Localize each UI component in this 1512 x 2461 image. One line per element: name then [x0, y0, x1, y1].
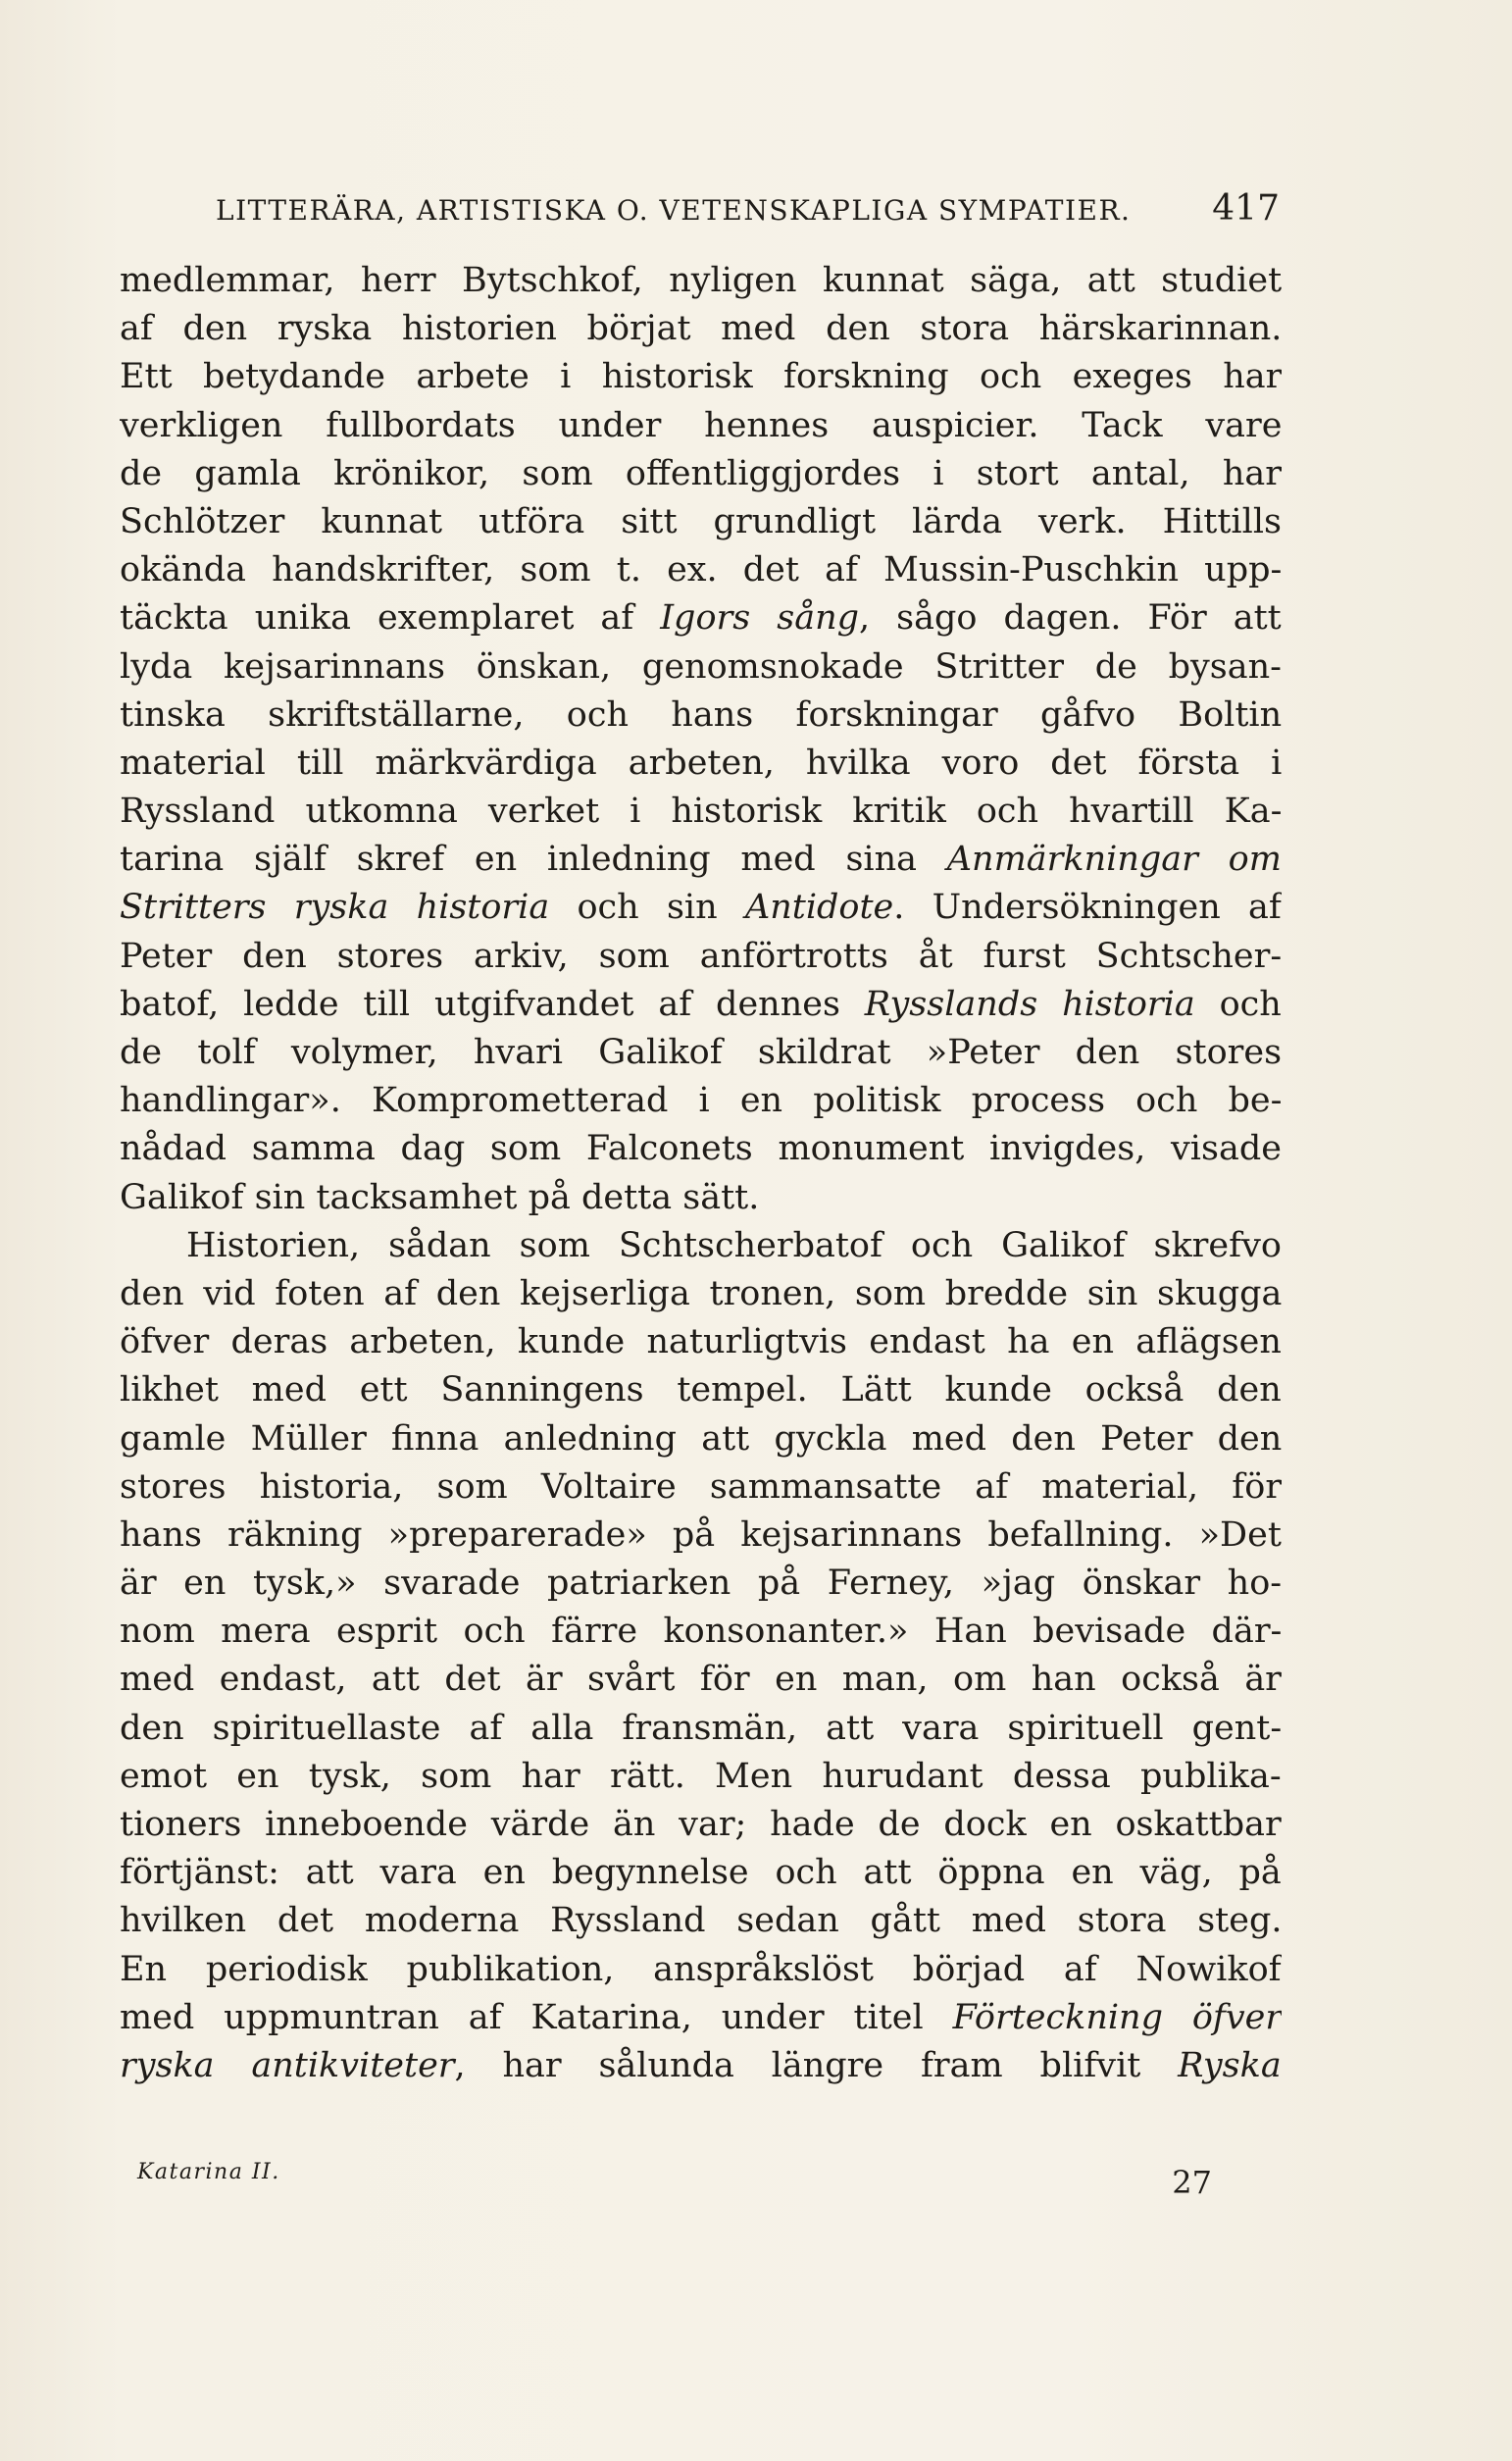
text-line: verkligen fullbordats under hennes auspicier. Tack vare: [120, 405, 1282, 445]
text-line: nådad samma dag som Falconets monument invigdes, visade: [120, 1129, 1282, 1169]
page-header: [216, 188, 1280, 239]
italic-title: Anmärkningar om: [946, 840, 1282, 880]
text-line: öfver deras arbeten, kunde naturligtvis endast ha en aflägsen: [120, 1322, 1282, 1362]
text-line: ryska antikviteter, har sålunda längre fram blifvit Ryska: [120, 2045, 1282, 2085]
text-line: den vid foten af den kejserliga tronen, som bredde sin skugga: [120, 1273, 1282, 1313]
text-line: täckta unika exemplaret af Igors sång, sågo dagen. För att: [120, 598, 1282, 639]
text-line: med uppmuntran af Katarina, under titel Förteckning öfver: [120, 1997, 1282, 2037]
text-line: Galikof sin tacksamhet på detta sätt.: [120, 1177, 760, 1217]
text-line: hvilken det moderna Ryssland sedan gått med stora steg.: [120, 1901, 1282, 1941]
text-line: Ett betydande arbete i historisk forskning och exeges har: [120, 357, 1282, 397]
text-line: stores historia, som Voltaire sammansatte af material, för: [120, 1466, 1282, 1507]
italic-title: Ryska: [1178, 2045, 1282, 2085]
text-line: batof, ledde till utgifvandet af dennes Rysslands historia och: [120, 984, 1282, 1024]
page-number: 417: [1212, 188, 1280, 229]
italic-title: Förteckning öfver: [952, 1997, 1282, 2037]
text-line: En periodisk publikation, anspråkslöst börjad af Nowikof: [120, 1949, 1282, 1989]
text-line: är en tysk,» svarade patriarken på Ferney, »jag önskar ho-: [120, 1564, 1282, 1604]
text-line: Ryssland utkomna verket i historisk kritik och hvartill Ka-: [120, 792, 1282, 832]
text-line: den spirituellaste af alla fransmän, att vara spirituell gent-: [120, 1708, 1282, 1748]
text-line: Historien, sådan som Schtscherbatof och Galikof skrefvo: [186, 1225, 1282, 1265]
text-line: tarina själf skref en inledning med sina Anmärkningar om: [120, 840, 1282, 880]
italic-title: Rysslands historia: [864, 984, 1195, 1024]
text-line: Stritters ryska historia och sin Antidote. Undersökningen af: [120, 888, 1282, 928]
italic-title: Stritters ryska historia: [120, 888, 550, 928]
sheet-number: 27: [1172, 2164, 1212, 2201]
italic-title: ryska antikviteter: [120, 2045, 455, 2085]
body-text: [120, 257, 1282, 2090]
italic-title: Igors sång: [660, 598, 860, 639]
text-line: med endast, att det är svårt för en man, om han också är: [120, 1660, 1282, 1700]
text-line: okända handskrifter, som t. ex. det af Mussin-Puschkin upp-: [120, 550, 1282, 590]
text-line: de tolf volymer, hvari Galikof skildrat »Peter den stores: [120, 1033, 1282, 1072]
text-line: Peter den stores arkiv, som anförtrotts åt furst Schtscher-: [120, 936, 1282, 976]
text-line: tioners inneboende värde än var; hade de dock en oskattbar: [120, 1805, 1282, 1844]
text-line: af den ryska historien börjat med den stora härskarinnan.: [120, 309, 1282, 349]
running-title: LITTERÄRA, ARTISTISKA O. VETENSKAPLIGA SYMPATIER.: [216, 194, 1132, 227]
text-line: handlingar». Komprometterad i en politisk process och be-: [120, 1081, 1282, 1121]
text-line: medlemmar, herr Bytschkof, nyligen kunnat säga, att studiet: [120, 261, 1282, 300]
text-line: gamle Müller finna anledning att gyckla med den Peter den: [120, 1418, 1282, 1459]
text-line: lyda kejsarinnans önskan, genomsnokade Stritter de bysan-: [120, 646, 1282, 687]
text-line: hans räkning »preparerade» på kejsarinnans befallning. »Det: [120, 1514, 1282, 1555]
text-line: nom mera esprit och färre konsonanter.» Han bevisade där-: [120, 1612, 1282, 1652]
italic-title: Antidote: [744, 888, 894, 928]
text-line: tinska skriftställarne, och hans forskningar gåfvo Boltin: [120, 694, 1282, 735]
text-line: de gamla krönikor, som offentliggjordes i stort antal, har: [120, 453, 1282, 493]
text-line: emot en tysk, som har rätt. Men hurudant dessa publika-: [120, 1756, 1282, 1796]
text-line: Schlötzer kunnat utföra sitt grundligt lärda verk. Hittills: [120, 501, 1282, 541]
text-line: likhet med ett Sanningens tempel. Lätt kunde också den: [120, 1370, 1282, 1410]
text-line: material till märkvärdiga arbeten, hvilka voro det första i: [120, 743, 1282, 783]
text-line: förtjänst: att vara en begynnelse och att öppna en väg, på: [120, 1853, 1282, 1893]
printer-signature: Katarina II.: [137, 2160, 280, 2184]
page-footer: [137, 2148, 1212, 2201]
